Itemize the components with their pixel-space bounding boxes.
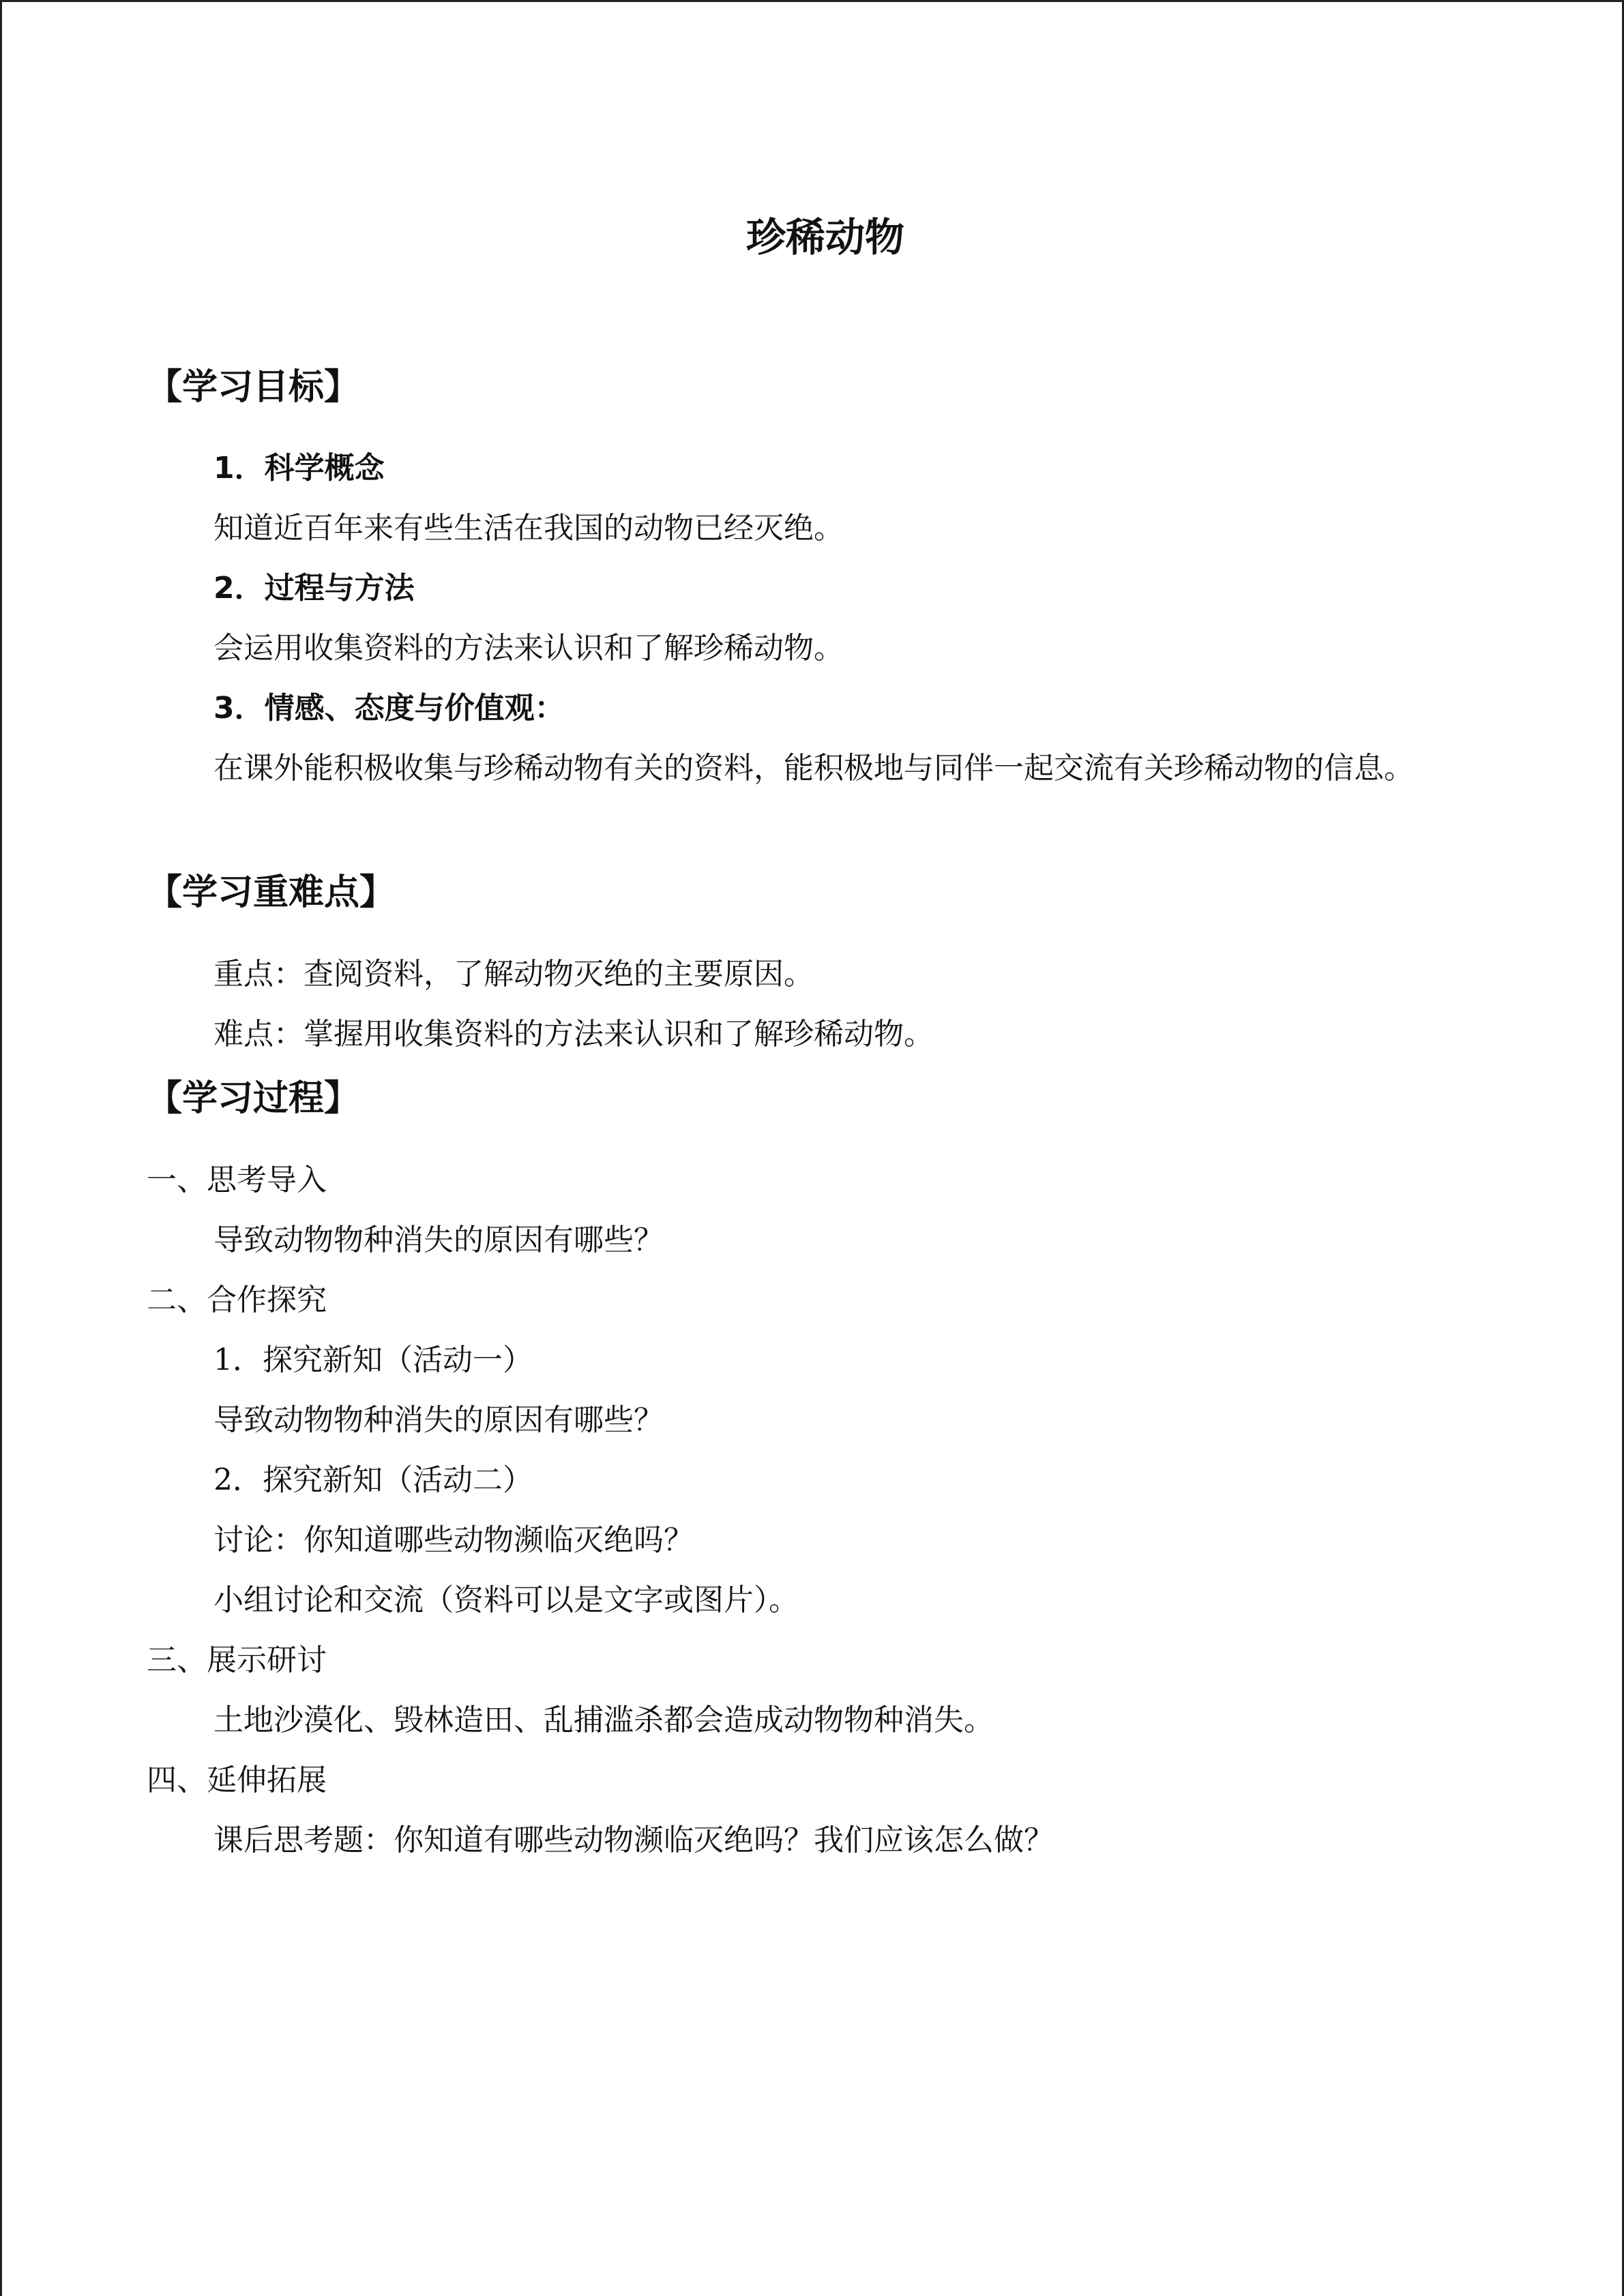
- step-1-title: 一、思考导入: [147, 1163, 327, 1197]
- step-2-activity-2-group: 小组讨论和交流（资料可以是文字或图片）。: [213, 1583, 799, 1617]
- step-2-title: 二、合作探究: [147, 1283, 327, 1317]
- step-1-text: 导致动物物种消失的原因有哪些？: [213, 1223, 664, 1257]
- objective-2-text: 会运用收集资料的方法来认识和了解珍稀动物。: [213, 631, 844, 666]
- objective-1-text: 知道近百年来有些生活在我国的动物已经灭绝。: [213, 511, 844, 546]
- step-2-activity-1-title: 1．探究新知（活动一）: [213, 1343, 533, 1377]
- step-3-title: 三、展示研讨: [147, 1643, 327, 1678]
- objectives-heading: 【学习目标】: [147, 367, 360, 408]
- objective-2-title: 2．过程与方法: [213, 571, 415, 606]
- page-top-border: [0, 0, 1624, 2]
- objective-3-title: 3．情感、态度与价值观：: [213, 691, 565, 726]
- difficult-point-text: 难点：掌握用收集资料的方法来认识和了解珍稀动物。: [213, 1017, 934, 1052]
- step-4-text: 课后思考题：你知道有哪些动物濒临灭绝吗？我们应该怎么做？: [213, 1823, 1054, 1858]
- objective-1-title: 1．科学概念: [213, 451, 385, 486]
- key-point-text: 重点：查阅资料，了解动物灭绝的主要原因。: [213, 957, 814, 992]
- step-2-activity-2-title: 2．探究新知（活动二）: [213, 1463, 533, 1497]
- step-2-activity-2-discussion: 讨论：你知道哪些动物濒临灭绝吗？: [213, 1523, 694, 1557]
- step-2-activity-1-text: 导致动物物种消失的原因有哪些？: [213, 1403, 664, 1437]
- objective-3-text: 在课外能积极收集与珍稀动物有关的资料，能积极地与同伴一起交流有关珍稀动物的信息。: [213, 751, 1414, 786]
- page-left-border: [0, 0, 2, 2296]
- step-4-title: 四、延伸拓展: [147, 1763, 327, 1798]
- page-title: 珍稀动物: [745, 214, 904, 260]
- step-3-text: 土地沙漠化、毁林造田、乱捕滥杀都会造成动物物种消失。: [213, 1703, 994, 1738]
- keypoints-heading: 【学习重难点】: [147, 872, 396, 913]
- process-heading: 【学习过程】: [147, 1078, 360, 1119]
